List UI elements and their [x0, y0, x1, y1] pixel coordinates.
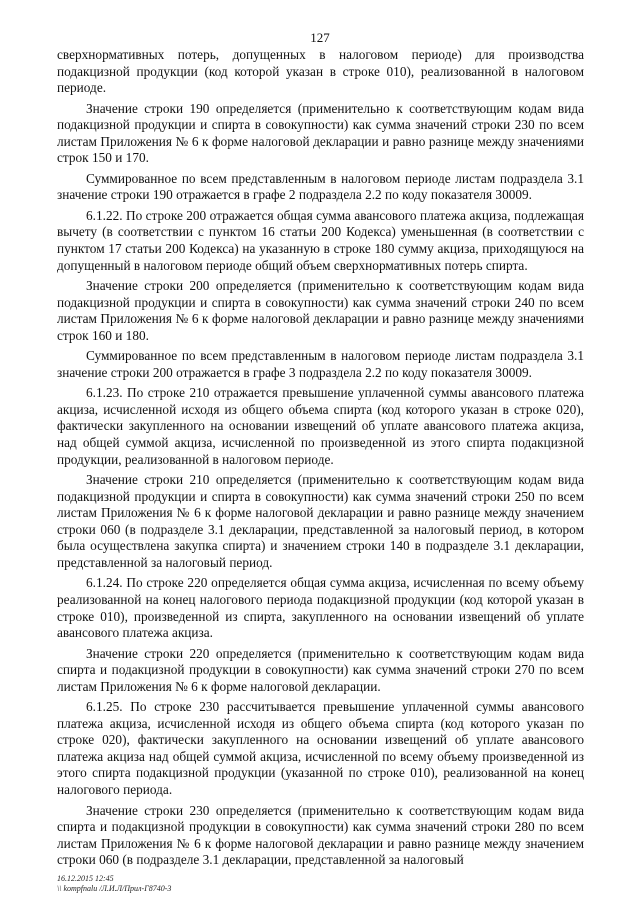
paragraph: Значение строки 210 определяется (применительно к соответствующим кодам вида подакцизной продукции и спирта в совокупности) как сумма значений строки 250 по всем листам Приложения № 6 к форме налоговой декларации и равно разнице между значением строки 060 (в подразделе 3.1 декларации, представленной за налоговый период, в котором была осуществлена закупка спирта) и значением строки 140 в подразделе 3.1 декларации, представленной за налоговый период. — [57, 472, 584, 570]
paragraph: Суммированное по всем представленным в налоговом периоде листам подраздела 3.1 значение строки 190 отражается в графе 2 подраздела 2.2 по коду показателя 30009. — [57, 170, 584, 203]
document-body — [57, 47, 584, 873]
paragraph: Значение строки 220 определяется (применительно к соответствующим кодам вида спирта и подакцизной продукции в совокупности) как сумма значений строки 270 по всем листам Приложения № 6 к форме налоговой декларации. — [57, 645, 584, 694]
paragraph: 6.1.23. По строке 210 отражается превышение уплаченной суммы авансового платежа акциза, исчисленной исходя из общего объема спирта (код которого указан в строке 020), фактически закупленного на основании извещений об уплате авансового платежа акциза, над общей суммой акциза, исчисленной по произведенной из этого спирта подакцизной продукции, реализованной в налоговом периоде. — [57, 385, 584, 467]
document-footer — [57, 874, 171, 893]
page-number: 127 — [310, 30, 330, 45]
paragraph: Значение строки 230 определяется (применительно к соответствующим кодам вида спирта и подакцизной продукции в совокупности) как сумма значений строки 280 по всем листам Приложения № 6 к форме налоговой декларации и равно разнице между значением строки 060 (в подразделе 3.1 декларации, представленной за налоговый — [57, 802, 584, 868]
paragraph: 6.1.25. По строке 230 рассчитывается превышение уплаченной суммы авансового платежа акциза, исчисленной исходя из общего объема спирта (код которого указан по строке 020), фактически закупленного на основании извещений об уплате авансового платежа акциза над общей суммой акциза, исчисленной по всему объему произведенной из этого спирта подакцизной продукции (указанной по строке 010), реализованной на конец налогового периода. — [57, 699, 584, 797]
paragraph: Значение строки 200 определяется (применительно к соответствующим кодам вида подакцизной продукции и спирта в совокупности) как сумма значений строки 240 по всем листам Приложения № 6 к форме налоговой декларации и равно разнице между значениями строк 160 и 180. — [57, 278, 584, 343]
paragraph: 6.1.22. По строке 200 отражается общая сумма авансового платежа акциза, подлежащая вычету (в соответствии с пунктом 16 статьи 200 Кодекса) уменьшенная (в соответствии с пунктом 17 статьи 200 Кодекса) на указанную в строке 180 сумму акциза, приходящуюся на допущенный в налоговом периоде общий объем сверхнормативных потерь спирта. — [57, 207, 584, 273]
paragraph: сверхнормативных потерь, допущенных в налоговом периоде) для производства подакцизной продукции (код которой указан в строке 010), реализованной в налоговом периоде. — [57, 47, 584, 96]
paragraph: 6.1.24. По строке 220 определяется общая сумма акциза, исчисленная по всему объему реализованной на конец налогового периода подакцизной продукции (код которой указан в строке 010), произведенной из спирта, закупленного на основании извещений об уплате авансового платежа акциза. — [57, 575, 584, 641]
footer-timestamp: 16.12.2015 12:45 — [57, 874, 114, 883]
paragraph: Суммированное по всем представленным в налоговом периоде листам подраздела 3.1 значение строки 200 отражается в графе 3 подраздела 2.2 по коду показателя 30009. — [57, 348, 584, 380]
paragraph: Значение строки 190 определяется (применительно к соответствующим кодам вида подакцизной продукции и спирта в совокупности) как сумма значений строки 230 по всем листам Приложения № 6 к форме налоговой декларации и равно разнице между значениями строк 150 и 170. — [57, 100, 584, 166]
footer-file-path: \\ kompfnalu /Л.И.Л/Прил-Г8740-3 — [57, 883, 172, 893]
